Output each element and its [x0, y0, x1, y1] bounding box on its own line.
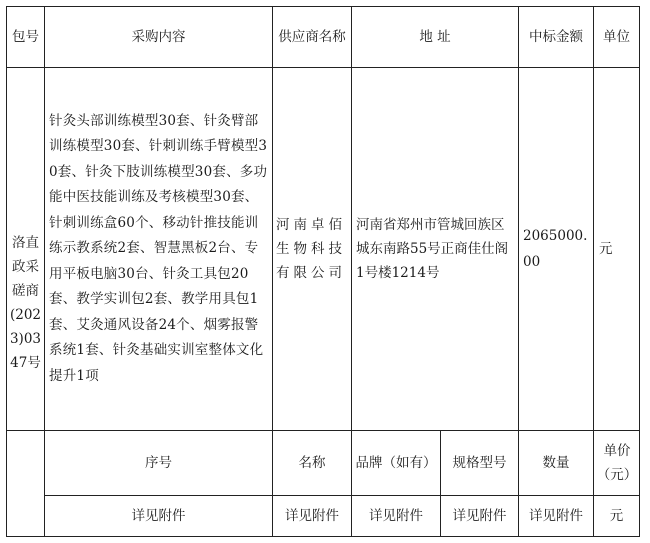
procurement-table: [6, 6, 640, 537]
package-number: 洛直政采磋商(2023)0347号: [9, 234, 42, 371]
supplier-name: 河南卓佰生物科技有限公司: [276, 217, 346, 281]
detail-model: 详见附件: [452, 507, 507, 524]
col-divider-5: [593, 6, 594, 430]
detail-header-unit-price: 单价（元）: [596, 443, 638, 483]
bid-amount: 2065000.00: [523, 228, 588, 270]
amount-unit: 元: [599, 240, 613, 257]
detail-header-name: 名称: [298, 454, 326, 471]
table-border-bottom: [6, 536, 640, 537]
header-procurement-content: 采购内容: [131, 28, 186, 45]
table-border-right: [639, 6, 640, 537]
detail-seq: 详见附件: [131, 507, 186, 524]
detail-quantity: 详见附件: [529, 507, 583, 524]
detail-header-seq: 序号: [145, 454, 172, 471]
col-divider-3: [351, 6, 352, 430]
col-divider-2: [272, 6, 273, 430]
header-package-no: 包号: [12, 28, 39, 45]
detail-header-quantity: 数量: [542, 454, 570, 471]
procurement-content: 针灸头部训练模型30套、针灸臂部训练模型30套、针刺训练手臂模型30套、针灸下肢训练模型30套、多功能中医技能训练及考核模型30套、针刺训练盒60个、移动针推技能训练示教系统2套、智慧黑板2台、专用平板电脑30台、针灸工具包20套、教学实训包2套、教学用具包1套、艾灸通风设备24个、烟雾报警系统1套、针灸基础实训室整体文化提升1项: [49, 112, 268, 384]
header-unit: 单位: [603, 28, 630, 45]
detail-unit-price: 元: [609, 507, 624, 524]
header-supplier-name: 供应商名称: [278, 29, 346, 45]
header-bid-amount: 中标金额: [529, 28, 583, 45]
detail-header-model: 规格型号: [452, 454, 507, 471]
table-border-left: [6, 6, 7, 537]
header-address: 地 址: [419, 28, 451, 45]
detail-header-brand: 品牌（如有）: [355, 454, 437, 471]
detail-name: 详见附件: [285, 507, 339, 524]
supplier-address: 河南省郑州市管城回族区城东南路55号正商佳仕阁1号楼1214号: [356, 217, 509, 281]
detail-brand: 详见附件: [369, 507, 423, 524]
col-divider-4: [518, 6, 519, 430]
